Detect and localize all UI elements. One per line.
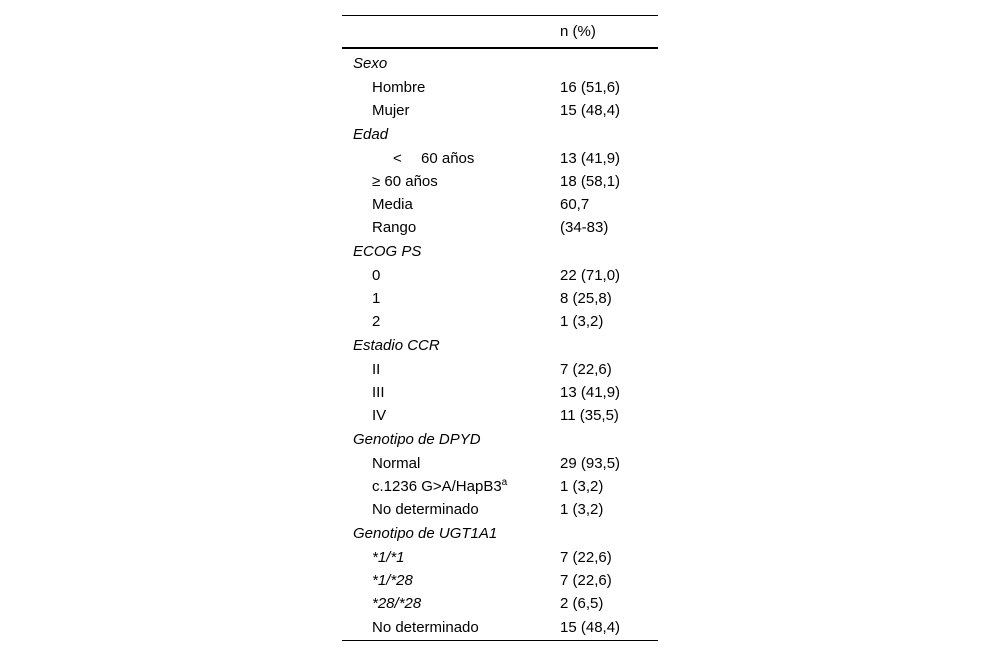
table-row [342, 498, 658, 521]
table-row [342, 569, 658, 592]
row-value: 11 (35,5) [560, 407, 619, 424]
table-header-row [342, 16, 658, 49]
section-row [342, 239, 658, 264]
row-value: 15 (48,4) [560, 102, 621, 119]
section-title: ECOG PS [353, 243, 422, 260]
row-label: *1/*1 [372, 549, 405, 566]
row-value: 1 (3,2) [560, 478, 604, 495]
table-row [342, 170, 658, 193]
table-row [342, 310, 658, 333]
table-row [342, 475, 658, 498]
table-row [342, 147, 658, 170]
header-value-cell: n (%) [560, 16, 658, 49]
section-title: Estadio CCR [353, 337, 440, 354]
header-label-cell [342, 16, 560, 49]
row-value: 15 (48,4) [560, 618, 621, 636]
table-row [342, 193, 658, 216]
row-value: 2 (6,5) [560, 595, 604, 612]
row-label: Mujer [372, 102, 410, 119]
row-value: 7 (22,6) [560, 549, 612, 566]
table-row [342, 381, 658, 404]
table-row [342, 404, 658, 427]
row-value: 1 (3,2) [560, 313, 604, 330]
row-value: 8 (25,8) [560, 290, 612, 307]
row-value: 7 (22,6) [560, 572, 612, 589]
demographics-table [342, 15, 658, 641]
less-than-symbol: < [393, 150, 402, 167]
row-label: Media [372, 196, 413, 213]
row-label: *28/*28 [372, 595, 422, 612]
demographics-table-container [342, 15, 658, 641]
row-label: No determinado [372, 618, 479, 636]
table-row [342, 287, 658, 310]
table-row [342, 216, 658, 239]
row-label: Hombre [372, 79, 426, 96]
row-value: 1 (3,2) [560, 501, 604, 518]
row-label: Normal [372, 455, 421, 472]
row-value: 29 (93,5) [560, 455, 621, 472]
row-label-text: 60 años [421, 150, 475, 167]
row-label: ≥ 60 años [372, 173, 438, 190]
row-label [342, 475, 560, 498]
table-row [342, 452, 658, 475]
table-row [342, 615, 658, 641]
table-row [342, 358, 658, 381]
row-value: 16 (51,6) [560, 79, 621, 96]
table-row [342, 264, 658, 287]
section-title: Genotipo de DPYD [353, 431, 481, 448]
section-row [342, 333, 658, 358]
table-row [342, 592, 658, 615]
section-title: Genotipo de UGT1A1 [353, 525, 498, 542]
row-label: IV [372, 407, 387, 424]
row-label: 0 [372, 267, 381, 284]
row-label: 2 [372, 313, 381, 330]
row-label: 1 [372, 290, 381, 307]
row-value: 60,7 [560, 196, 590, 213]
section-row [342, 122, 658, 147]
row-value: 13 (41,9) [560, 150, 621, 167]
row-value: 18 (58,1) [560, 173, 621, 190]
row-value: (34-83) [560, 219, 609, 236]
row-label: Rango [372, 219, 417, 236]
row-label-text: c.1236 G>A/HapB3 [372, 478, 502, 495]
footnote-marker: a [501, 477, 508, 488]
table-row [342, 546, 658, 569]
section-row [342, 427, 658, 452]
section-row [342, 48, 658, 76]
row-label: *1/*28 [372, 572, 413, 589]
section-title: Edad [353, 126, 389, 143]
table-row [342, 76, 658, 99]
section-row [342, 521, 658, 546]
row-value: 22 (71,0) [560, 267, 621, 284]
row-label [342, 147, 560, 170]
table-row [342, 99, 658, 122]
row-label: III [372, 384, 385, 401]
row-value: 7 (22,6) [560, 361, 612, 378]
row-value: 13 (41,9) [560, 384, 621, 401]
row-label: II [372, 361, 381, 378]
row-label: No determinado [372, 501, 479, 518]
section-title: Sexo [353, 54, 388, 72]
